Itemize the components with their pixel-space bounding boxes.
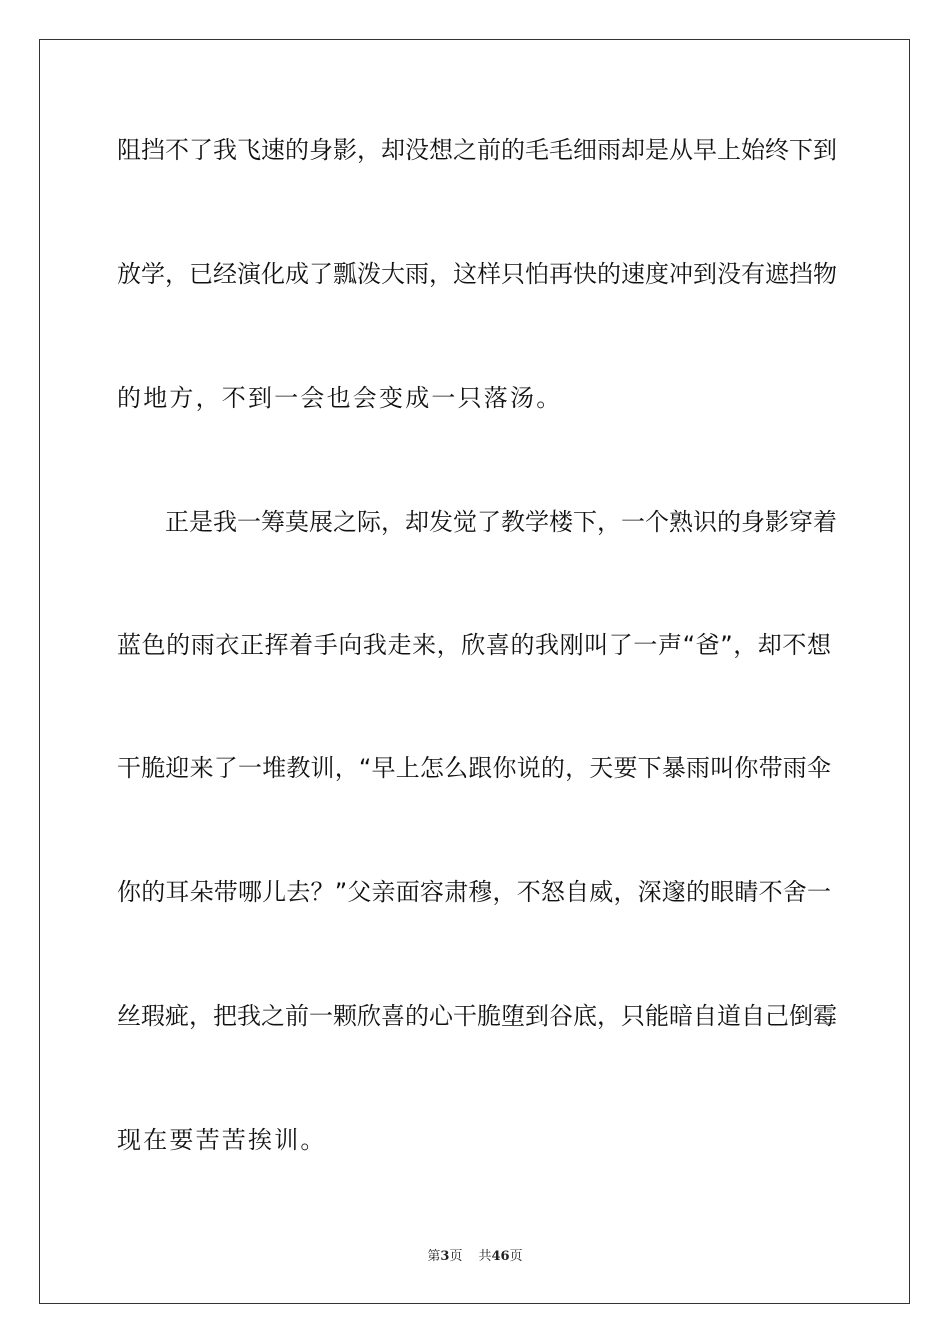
paragraph-line-5: 蓝色的雨衣正挥着手向我走来，欣喜的我刚叫了一声“爸”，却不想: [117, 631, 831, 659]
paragraph-line-2: 放学，已经演化成了瓢泼大雨，这样只怕再快的速度冲到没有遮挡物: [117, 260, 837, 288]
page-prefix: 第: [427, 1249, 441, 1264]
paragraph-line-4: 正是我一筹莫展之际，却发觉了教学楼下，一个熟识的身影穿着: [165, 508, 837, 536]
total-pages: 46: [491, 1249, 510, 1264]
total-prefix: 共: [478, 1249, 492, 1264]
page-number: 3: [440, 1249, 450, 1264]
paragraph-line-9: 现在要苦苦挨训。: [117, 1126, 327, 1154]
total-suffix: 页: [509, 1249, 523, 1264]
paragraph-line-7: 你的耳朵带哪儿去？”父亲面容肃穆，不怒自威，深邃的眼睛不舍一: [117, 878, 831, 906]
paragraph-line-3: 的地方，不到一会也会变成一只落汤。: [117, 384, 563, 412]
paragraph-line-8: 丝瑕疵，把我之前一颗欣喜的心干脆堕到谷底，只能暗自道自己倒霉: [117, 1002, 837, 1030]
page-suffix: 页: [449, 1249, 463, 1264]
paragraph-line-1: 阻挡不了我飞速的身影，却没想之前的毛毛细雨却是从早上始终下到: [117, 136, 837, 164]
page-border: [39, 39, 910, 1304]
paragraph-line-6: 干脆迎来了一堆教训，“早上怎么跟你说的，天要下暴雨叫你带雨伞: [117, 754, 831, 782]
page-footer: [0, 1248, 950, 1266]
